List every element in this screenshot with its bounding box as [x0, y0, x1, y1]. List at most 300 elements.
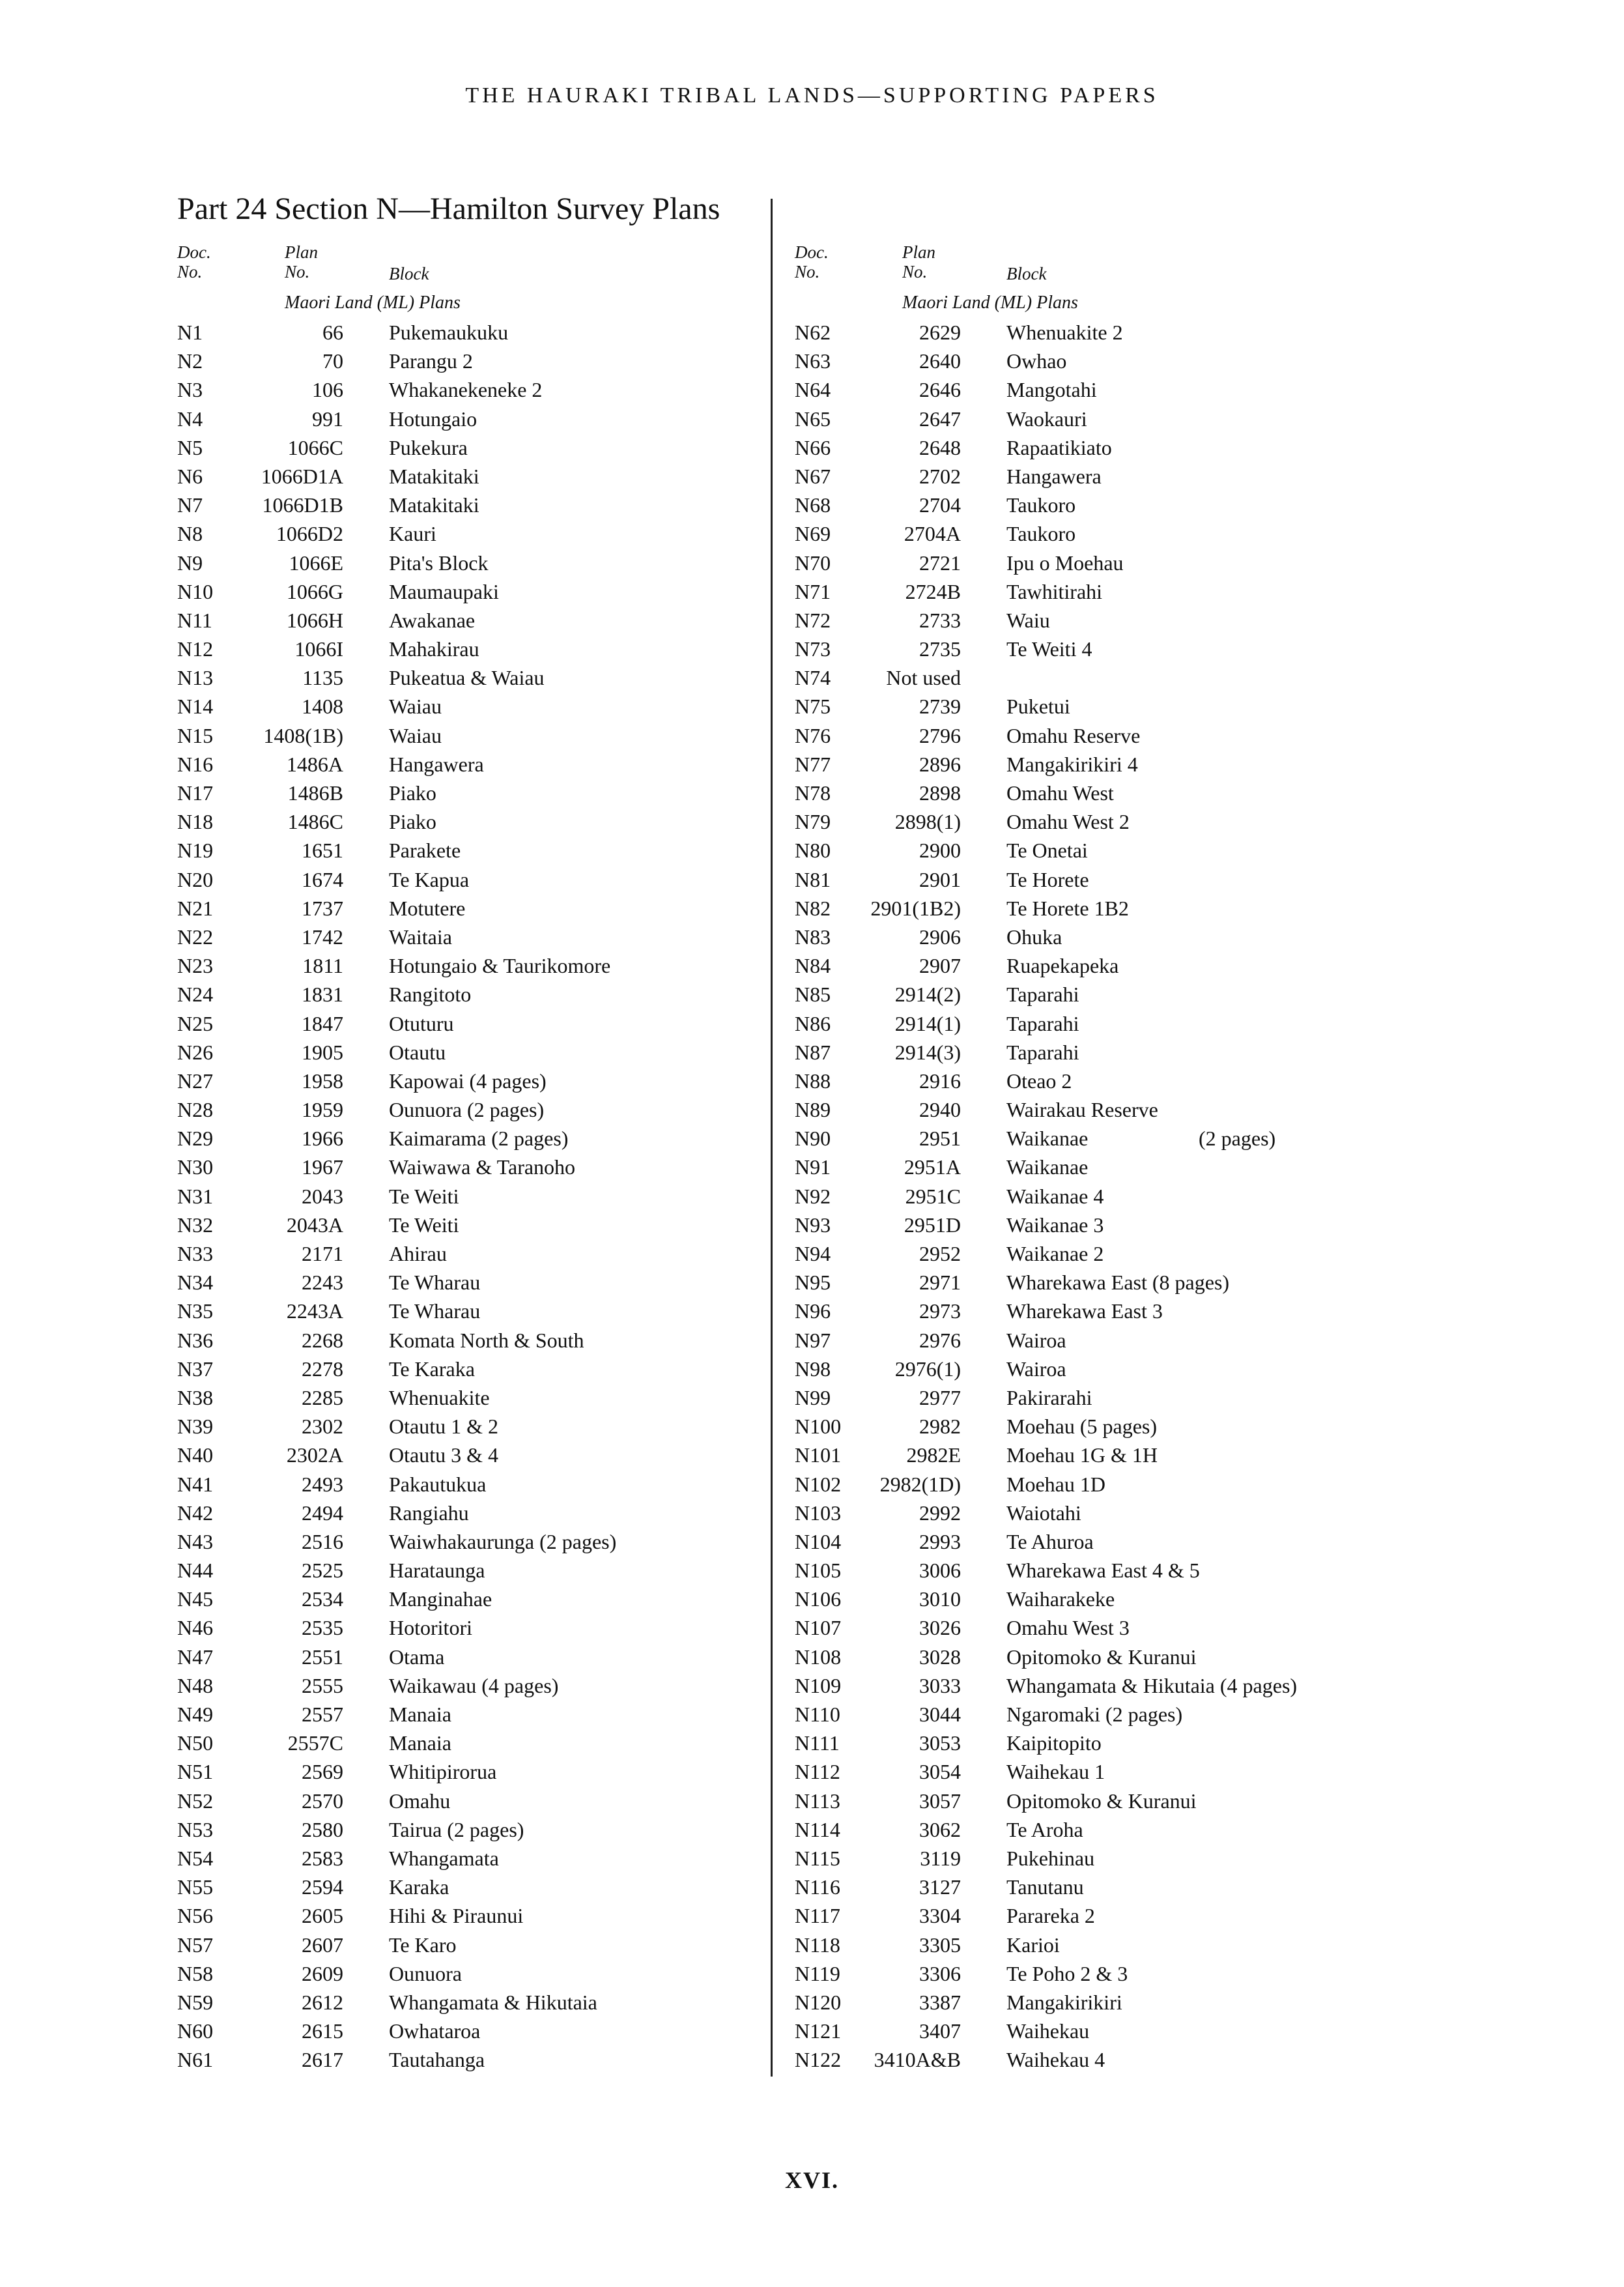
plan-no-cell: 2735 — [919, 637, 961, 661]
block-name-cell: Hotungaio — [389, 407, 477, 431]
doc-no-cell: N52 — [177, 1789, 214, 1813]
plan-no-cell: 1066D1B — [262, 493, 343, 517]
block-name-cell: Manaia — [389, 1703, 451, 1726]
table-row — [177, 1729, 861, 1757]
doc-no-cell: N54 — [177, 1846, 214, 1870]
block-name-cell: Whangamata & Hikutaia — [389, 1990, 597, 2014]
plan-no-cell: 1066D1A — [261, 464, 343, 488]
plan-no-cell: 66 — [322, 321, 343, 344]
plan-no-cell: 2617 — [302, 2048, 343, 2072]
table-row — [177, 549, 861, 577]
block-name-cell: Whitipirorua — [389, 1760, 497, 1784]
block-name-cell: Te Poho 2 & 3 — [1006, 1961, 1128, 1985]
doc-no-cell: N114 — [795, 1817, 840, 1841]
block-name-cell: Kaipitopito — [1006, 1731, 1102, 1755]
table-row — [795, 1067, 1479, 1095]
plan-no-cell: 2951 — [919, 1127, 961, 1151]
block-name-cell: Rangiahu — [389, 1501, 469, 1525]
plan-no-cell: 3006 — [919, 1559, 961, 1583]
table-row — [795, 865, 1479, 894]
doc-no-cell: N51 — [177, 1760, 214, 1784]
note-cell: (2 pages) — [1199, 1127, 1276, 1151]
block-name-cell: Omahu Reserve — [1006, 723, 1141, 747]
table-row — [177, 1499, 861, 1527]
plan-no-cell: 2976 — [919, 1328, 961, 1352]
plan-no-cell: 2629 — [919, 321, 961, 344]
block-name-cell: Hotungaio & Taurikomore — [389, 954, 611, 978]
block-name-cell: Ohuka — [1006, 925, 1062, 949]
doc-no-cell: N3 — [177, 378, 203, 402]
doc-no-cell: N61 — [177, 2048, 214, 2072]
doc-no-cell: N30 — [177, 1155, 214, 1179]
running-head: THE HAURAKI TRIBAL LANDS—SUPPORTING PAPERS — [465, 83, 1159, 108]
doc-no-cell: N29 — [177, 1127, 214, 1151]
block-name-cell: Komata North & South — [389, 1328, 584, 1352]
block-name-cell: Te Horete — [1006, 867, 1089, 891]
doc-no-cell: N48 — [177, 1673, 214, 1697]
table-row — [177, 635, 861, 663]
block-name-cell: Whenuakite — [389, 1385, 490, 1409]
doc-no-cell: N85 — [795, 983, 831, 1007]
table-row — [177, 1067, 861, 1095]
block-name-cell: Omahu West — [1006, 781, 1114, 805]
plan-no-cell: 1905 — [302, 1040, 343, 1064]
doc-header-label: Doc. — [795, 242, 829, 262]
doc-no-cell: N63 — [795, 349, 831, 373]
block-name-cell: Harataunga — [389, 1559, 485, 1583]
doc-no-cell: N112 — [795, 1760, 840, 1784]
block-name-cell: Waitaia — [389, 925, 452, 949]
block-name-cell: Omahu West 3 — [1006, 1616, 1130, 1640]
table-row — [177, 1009, 861, 1038]
block-name-cell: Te Kapua — [389, 867, 470, 891]
doc-no-cell: N21 — [177, 896, 214, 920]
plan-no-cell: 1066D2 — [276, 522, 343, 546]
plan-no-cell: 1737 — [302, 896, 343, 920]
plan-no-cell: 3054 — [919, 1760, 961, 1784]
block-name-cell: Mangotahi — [1006, 378, 1097, 402]
block-name-cell: Te Karo — [389, 1933, 457, 1957]
table-row — [177, 405, 861, 433]
doc-no-cell: N12 — [177, 637, 214, 661]
plan-no-cell: 1066C — [287, 435, 343, 459]
plan-no-cell: 1486A — [286, 752, 343, 776]
right-column — [795, 242, 1479, 2074]
table-row — [795, 1499, 1479, 1527]
doc-no-cell: N32 — [177, 1213, 214, 1237]
plan-no-header — [902, 242, 935, 281]
table-row — [795, 1643, 1479, 1671]
table-row — [795, 1527, 1479, 1556]
table-row — [177, 1671, 861, 1700]
table-row — [795, 1671, 1479, 1700]
doc-no-cell: N37 — [177, 1357, 214, 1381]
plan-no-cell: 2900 — [919, 839, 961, 863]
doc-no-cell: N69 — [795, 522, 831, 546]
table-row — [795, 1815, 1479, 1844]
block-name-cell: Parakete — [389, 839, 461, 863]
table-row — [177, 980, 861, 1009]
block-name-cell: Waiau — [389, 695, 442, 719]
plan-no-cell: 1674 — [302, 867, 343, 891]
plan-no-cell: 2704A — [904, 522, 961, 546]
doc-no-cell: N46 — [177, 1616, 214, 1640]
block-name-cell: Pukekura — [389, 435, 468, 459]
plan-no-cell: 1651 — [302, 839, 343, 863]
plan-no-cell: 1958 — [302, 1069, 343, 1093]
table-row — [177, 347, 861, 375]
doc-no-cell: N8 — [177, 522, 203, 546]
table-row — [177, 462, 861, 491]
table-row — [177, 1787, 861, 1815]
block-name-cell: Ahirau — [389, 1242, 447, 1265]
doc-no-cell: N67 — [795, 464, 831, 488]
table-row — [177, 1470, 861, 1499]
doc-no-cell: N19 — [177, 839, 214, 863]
table-row — [795, 1211, 1479, 1239]
block-name-cell: Wharekawa East 4 & 5 — [1006, 1559, 1200, 1583]
doc-no-cell: N45 — [177, 1587, 214, 1611]
block-name-cell: Whangamata — [389, 1846, 499, 1870]
table-row — [795, 663, 1479, 692]
doc-no-cell: N102 — [795, 1472, 842, 1496]
table-row — [177, 1182, 861, 1211]
plan-no-cell: 2570 — [302, 1789, 343, 1813]
table-row — [795, 721, 1479, 750]
block-name-cell: Hihi & Piraunui — [389, 1904, 524, 1928]
plan-no-header-label: No. — [285, 262, 310, 281]
plan-no-cell: 2268 — [302, 1328, 343, 1352]
table-row — [795, 462, 1479, 491]
table-row — [177, 1095, 861, 1124]
block-name-cell: Tautahanga — [389, 2048, 485, 2072]
table-row — [177, 1873, 861, 1901]
doc-no-cell: N28 — [177, 1098, 214, 1122]
doc-no-cell: N108 — [795, 1645, 842, 1669]
doc-no-cell: N39 — [177, 1415, 214, 1439]
doc-no-cell: N22 — [177, 925, 214, 949]
doc-no-cell: N16 — [177, 752, 214, 776]
block-name-cell: Waikawau (4 pages) — [389, 1673, 559, 1697]
doc-no-cell: N120 — [795, 1990, 842, 2014]
table-row — [795, 549, 1479, 577]
table-row — [177, 606, 861, 635]
table-row — [795, 1412, 1479, 1441]
block-name-cell: Hangawera — [1006, 464, 1102, 488]
block-name-cell: Te Wharau — [389, 1271, 481, 1295]
block-name-cell: Omahu West 2 — [1006, 810, 1130, 834]
block-name-cell: Parareka 2 — [1006, 1904, 1095, 1928]
doc-no-header — [177, 242, 211, 281]
doc-no-cell: N71 — [795, 579, 831, 603]
table-row — [795, 923, 1479, 951]
block-name-cell: Taukoro — [1006, 493, 1076, 517]
doc-no-cell: N70 — [795, 551, 831, 575]
doc-no-cell: N72 — [795, 608, 831, 632]
table-row — [795, 1153, 1479, 1181]
doc-no-cell: N77 — [795, 752, 831, 776]
table-row — [795, 692, 1479, 721]
block-name-cell: Ipu o Moehau — [1006, 551, 1124, 575]
table-row — [795, 405, 1479, 433]
doc-no-cell: N66 — [795, 435, 831, 459]
table-row — [795, 1787, 1479, 1815]
block-name-cell: Otautu — [389, 1040, 446, 1064]
table-row — [177, 519, 861, 548]
table-row — [177, 375, 861, 404]
table-row — [177, 1988, 861, 2017]
plan-no-cell: 2640 — [919, 349, 961, 373]
plan-no-cell: 2971 — [919, 1271, 961, 1295]
table-row — [795, 1009, 1479, 1038]
table-row — [177, 1239, 861, 1268]
plan-no-cell: 2940 — [919, 1098, 961, 1122]
plan-no-cell: 2982E — [906, 1443, 961, 1467]
block-name-cell: Ounuora (2 pages) — [389, 1098, 545, 1122]
table-row — [177, 865, 861, 894]
table-row — [795, 1470, 1479, 1499]
doc-no-cell: N106 — [795, 1587, 842, 1611]
doc-no-cell: N26 — [177, 1040, 214, 1064]
table-row — [177, 1556, 861, 1585]
doc-no-cell: N42 — [177, 1501, 214, 1525]
plan-no-cell: Not used — [886, 666, 961, 690]
plan-no-cell: 2901 — [919, 867, 961, 891]
doc-no-cell: N14 — [177, 695, 214, 719]
block-name-cell: Kapowai (4 pages) — [389, 1069, 547, 1093]
block-name-cell: Te Onetai — [1006, 839, 1088, 863]
plan-no-cell: 1066H — [286, 608, 343, 632]
table-row — [177, 1412, 861, 1441]
doc-no-cell: N44 — [177, 1559, 214, 1583]
block-name-cell: Mangakirikiri 4 — [1006, 752, 1138, 776]
plan-no-cell: 1966 — [302, 1127, 343, 1151]
plan-no-cell: 2569 — [302, 1760, 343, 1784]
doc-no-cell: N13 — [177, 666, 214, 690]
block-name-cell: Omahu — [389, 1789, 451, 1813]
table-row — [177, 1038, 861, 1067]
block-name-cell: Moehau 1G & 1H — [1006, 1443, 1158, 1467]
plan-no-cell: 70 — [322, 349, 343, 373]
plan-no-cell: 1831 — [302, 983, 343, 1007]
doc-no-cell: N36 — [177, 1328, 214, 1352]
doc-no-cell: N119 — [795, 1961, 840, 1985]
plan-no-cell: 3387 — [919, 1990, 961, 2014]
table-row — [177, 721, 861, 750]
plan-no-cell: 2609 — [302, 1961, 343, 1985]
plan-no-cell: 3407 — [919, 2019, 961, 2043]
block-name-cell: Kaimarama (2 pages) — [389, 1127, 569, 1151]
plan-no-cell: 2516 — [302, 1529, 343, 1553]
table-row — [177, 2045, 861, 2074]
table-row — [177, 807, 861, 836]
block-name-cell: Ounuora — [389, 1961, 462, 1985]
block-name-cell: Ngaromaki (2 pages) — [1006, 1703, 1183, 1726]
plan-no-cell: 2043 — [302, 1184, 343, 1208]
block-name-cell: Tawhitirahi — [1006, 579, 1103, 603]
block-name-cell: Hangawera — [389, 752, 484, 776]
block-header: Block — [1006, 264, 1047, 283]
block-name-cell: Taparahi — [1006, 1040, 1079, 1064]
plan-no-cell: 3026 — [919, 1616, 961, 1640]
table-row — [795, 1355, 1479, 1383]
table-row — [177, 1643, 861, 1671]
plan-no-cell: 991 — [312, 407, 343, 431]
block-name-cell: Waikanae — [1006, 1127, 1089, 1151]
doc-no-cell: N6 — [177, 464, 203, 488]
table-row — [177, 836, 861, 865]
table-row — [795, 1124, 1479, 1153]
block-name-cell: Waiharakeke — [1006, 1587, 1115, 1611]
doc-no-cell: N18 — [177, 810, 214, 834]
block-name-cell: Puketui — [1006, 695, 1070, 719]
block-name-cell: Motutere — [389, 896, 466, 920]
plan-no-cell: 2951D — [904, 1213, 961, 1237]
table-row — [795, 1239, 1479, 1268]
doc-no-cell: N118 — [795, 1933, 840, 1957]
doc-no-cell: N49 — [177, 1703, 214, 1726]
plan-no-cell: 2583 — [302, 1846, 343, 1870]
doc-no-cell: N56 — [177, 1904, 214, 1928]
plan-no-cell: 2302A — [286, 1443, 343, 1467]
doc-no-cell: N17 — [177, 781, 214, 805]
plan-no-cell: 2612 — [302, 1990, 343, 2014]
plan-no-cell: 3053 — [919, 1731, 961, 1755]
plan-no-cell: 1066G — [286, 579, 343, 603]
table-row — [177, 2017, 861, 2045]
plan-no-cell: 2525 — [302, 1559, 343, 1583]
doc-no-cell: N20 — [177, 867, 214, 891]
plan-no-cell: 2535 — [302, 1616, 343, 1640]
doc-no-cell: N64 — [795, 378, 831, 402]
plan-no-cell: 2951A — [904, 1155, 961, 1179]
block-name-cell: Wharekawa East (8 pages) — [1006, 1271, 1230, 1295]
doc-no-cell: N60 — [177, 2019, 214, 2043]
plan-no-cell: 2557C — [287, 1731, 343, 1755]
table-row — [177, 692, 861, 721]
plan-header-label: Plan — [902, 242, 935, 262]
block-name-cell: Otuturu — [389, 1011, 454, 1035]
plan-no-cell: 2896 — [919, 752, 961, 776]
table-row — [795, 951, 1479, 980]
plan-no-cell: 2733 — [919, 608, 961, 632]
block-name-cell: Parangu 2 — [389, 349, 473, 373]
table-row — [177, 1527, 861, 1556]
block-name-cell: Te Weiti — [389, 1213, 459, 1237]
table-row — [177, 779, 861, 807]
table-row — [795, 1959, 1479, 1988]
table-row — [795, 491, 1479, 519]
plan-no-cell: 2494 — [302, 1501, 343, 1525]
table-row — [795, 635, 1479, 663]
doc-no-cell: N15 — [177, 723, 214, 747]
block-name-cell: Maumaupaki — [389, 579, 499, 603]
doc-no-cell: N89 — [795, 1098, 831, 1122]
block-name-cell: Taukoro — [1006, 522, 1076, 546]
table-row — [177, 1355, 861, 1383]
doc-no-cell: N2 — [177, 349, 203, 373]
plan-no-cell: 2898 — [919, 781, 961, 805]
plan-no-cell: 2993 — [919, 1529, 961, 1553]
doc-no-cell: N78 — [795, 781, 831, 805]
plan-no-cell: 2285 — [302, 1385, 343, 1409]
block-name-cell: Kauri — [389, 522, 436, 546]
table-row — [795, 1988, 1479, 2017]
table-row — [177, 1153, 861, 1181]
table-row — [177, 1613, 861, 1642]
plan-no-cell: 1408(1B) — [263, 723, 343, 747]
doc-no-cell: N111 — [795, 1731, 840, 1755]
table-row — [177, 894, 861, 923]
block-name-cell: Waikanae 4 — [1006, 1184, 1104, 1208]
plan-no-header-label: No. — [902, 262, 928, 281]
block-name-cell: Waikanae 3 — [1006, 1213, 1104, 1237]
doc-no-cell: N73 — [795, 637, 831, 661]
table-row — [795, 1757, 1479, 1786]
block-name-cell: Karioi — [1006, 1933, 1060, 1957]
right-table-body — [795, 318, 1479, 2074]
plan-no-cell: 2555 — [302, 1673, 343, 1697]
plan-no-cell: 2914(2) — [894, 983, 961, 1007]
plan-no-cell: 1066E — [289, 551, 343, 575]
doc-no-cell: N59 — [177, 1990, 214, 2014]
doc-no-cell: N53 — [177, 1817, 214, 1841]
plan-no-cell: 2043A — [286, 1213, 343, 1237]
doc-no-cell: N31 — [177, 1184, 214, 1208]
plan-no-cell: 2493 — [302, 1472, 343, 1496]
doc-no-cell: N91 — [795, 1155, 831, 1179]
plan-no-cell: 2982 — [919, 1415, 961, 1439]
doc-no-cell: N58 — [177, 1961, 214, 1985]
table-row — [177, 1815, 861, 1844]
block-header: Block — [389, 264, 429, 283]
plan-no-cell: 2594 — [302, 1875, 343, 1899]
plan-no-cell: 2243A — [286, 1299, 343, 1323]
table-row — [795, 1038, 1479, 1067]
table-row — [177, 1901, 861, 1930]
doc-no-cell: N47 — [177, 1645, 214, 1669]
block-name-cell: Piako — [389, 810, 436, 834]
doc-no-cell: N116 — [795, 1875, 840, 1899]
doc-no-cell: N122 — [795, 2048, 842, 2072]
block-name-cell: Waiotahi — [1006, 1501, 1081, 1525]
block-name-cell: Whakanekeneke 2 — [389, 378, 543, 402]
plan-no-cell: 2898(1) — [894, 810, 961, 834]
table-row — [795, 1931, 1479, 1959]
doc-no-header — [795, 242, 829, 281]
doc-no-cell: N115 — [795, 1846, 840, 1870]
table-row — [795, 1182, 1479, 1211]
plan-no-cell: 2901(1B2) — [870, 896, 961, 920]
doc-no-cell: N4 — [177, 407, 203, 431]
doc-no-cell: N34 — [177, 1271, 214, 1295]
table-row — [795, 1268, 1479, 1297]
doc-no-cell: N100 — [795, 1415, 842, 1439]
block-name-cell: Wairakau Reserve — [1006, 1098, 1158, 1122]
left-column — [177, 242, 861, 2074]
block-name-cell: Moehau 1D — [1006, 1472, 1105, 1496]
table-row — [177, 663, 861, 692]
block-name-cell: Te Aroha — [1006, 1817, 1083, 1841]
block-name-cell: Wairoa — [1006, 1357, 1066, 1381]
plan-no-cell: 2907 — [919, 954, 961, 978]
plan-no-cell: 2302 — [302, 1415, 343, 1439]
table-row — [177, 1844, 861, 1873]
table-row — [177, 1383, 861, 1412]
plan-no-cell: 3410A&B — [874, 2048, 961, 2072]
doc-no-cell: N107 — [795, 1616, 842, 1640]
doc-no-cell: N103 — [795, 1501, 842, 1525]
